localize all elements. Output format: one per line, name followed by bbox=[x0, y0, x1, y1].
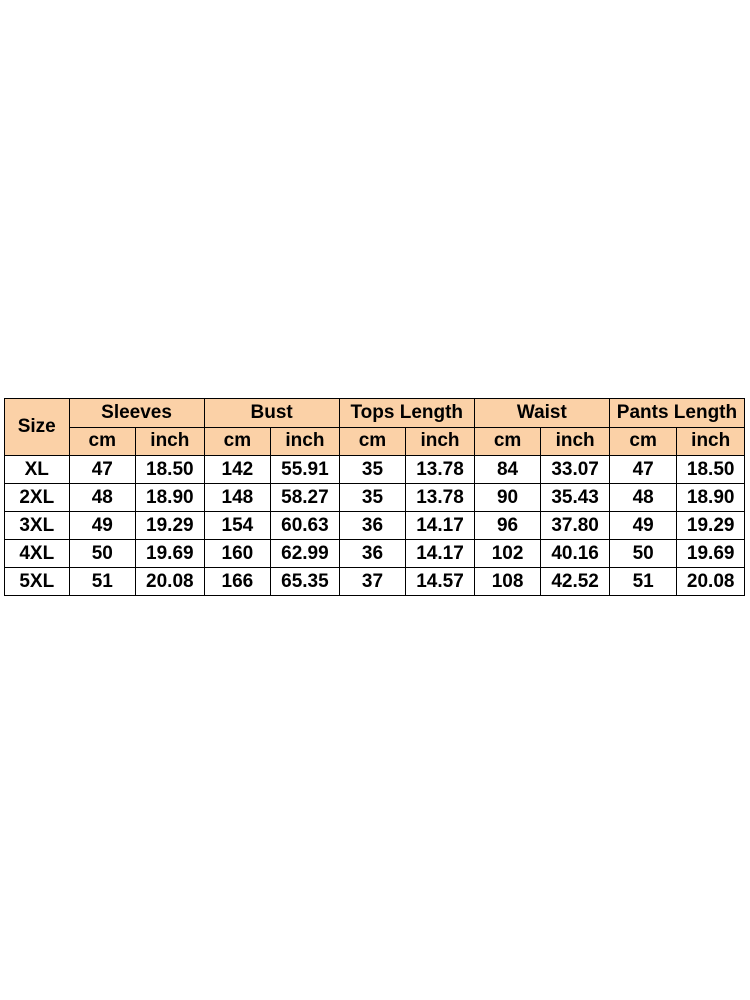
bust-cm-cell: 160 bbox=[204, 540, 271, 568]
pants-length-inch-cell: 19.29 bbox=[677, 512, 745, 540]
size-cell: 4XL bbox=[5, 540, 70, 568]
unit-cm-header: cm bbox=[204, 427, 271, 456]
waist-cm-cell: 96 bbox=[474, 512, 541, 540]
unit-header-row bbox=[5, 427, 745, 456]
table-row bbox=[5, 540, 745, 568]
bust-inch-cell: 60.63 bbox=[271, 512, 340, 540]
size-cell: 5XL bbox=[5, 568, 70, 596]
table-row bbox=[5, 568, 745, 596]
pants-length-inch-cell: 18.90 bbox=[677, 484, 745, 512]
tops-length-cm-cell: 35 bbox=[339, 484, 406, 512]
bust-cm-cell: 166 bbox=[204, 568, 271, 596]
waist-inch-cell: 40.16 bbox=[541, 540, 610, 568]
bust-header: Bust bbox=[204, 399, 339, 428]
pants-length-inch-cell: 19.69 bbox=[677, 540, 745, 568]
waist-inch-cell: 37.80 bbox=[541, 512, 610, 540]
unit-cm-header: cm bbox=[474, 427, 541, 456]
size-column-header: Size bbox=[5, 399, 70, 456]
tops-length-cm-cell: 36 bbox=[339, 540, 406, 568]
tops-length-cm-cell: 36 bbox=[339, 512, 406, 540]
unit-inch-header: inch bbox=[136, 427, 205, 456]
size-cell: 3XL bbox=[5, 512, 70, 540]
unit-cm-header: cm bbox=[69, 427, 136, 456]
pants-length-inch-cell: 20.08 bbox=[677, 568, 745, 596]
sleeves-inch-cell: 19.29 bbox=[136, 512, 205, 540]
tops-length-inch-cell: 14.17 bbox=[406, 512, 475, 540]
size-cell: XL bbox=[5, 456, 70, 484]
pants-length-header: Pants Length bbox=[609, 399, 744, 428]
pants-length-inch-cell: 18.50 bbox=[677, 456, 745, 484]
group-header-row bbox=[5, 399, 745, 428]
unit-cm-header: cm bbox=[339, 427, 406, 456]
waist-inch-cell: 33.07 bbox=[541, 456, 610, 484]
sleeves-header: Sleeves bbox=[69, 399, 204, 428]
sleeves-cm-cell: 50 bbox=[69, 540, 136, 568]
tops-length-inch-cell: 13.78 bbox=[406, 484, 475, 512]
pants-length-cm-cell: 51 bbox=[609, 568, 677, 596]
bust-inch-cell: 55.91 bbox=[271, 456, 340, 484]
waist-cm-cell: 84 bbox=[474, 456, 541, 484]
table-row bbox=[5, 512, 745, 540]
sleeves-inch-cell: 19.69 bbox=[136, 540, 205, 568]
sleeves-cm-cell: 49 bbox=[69, 512, 136, 540]
tops-length-inch-cell: 14.57 bbox=[406, 568, 475, 596]
unit-inch-header: inch bbox=[271, 427, 340, 456]
size-chart-table bbox=[4, 398, 745, 596]
waist-header: Waist bbox=[474, 399, 609, 428]
pants-length-cm-cell: 49 bbox=[609, 512, 677, 540]
tops-length-inch-cell: 14.17 bbox=[406, 540, 475, 568]
size-cell: 2XL bbox=[5, 484, 70, 512]
waist-cm-cell: 90 bbox=[474, 484, 541, 512]
sleeves-inch-cell: 18.50 bbox=[136, 456, 205, 484]
waist-inch-cell: 35.43 bbox=[541, 484, 610, 512]
tops-length-inch-cell: 13.78 bbox=[406, 456, 475, 484]
waist-inch-cell: 42.52 bbox=[541, 568, 610, 596]
sleeves-cm-cell: 48 bbox=[69, 484, 136, 512]
unit-inch-header: inch bbox=[541, 427, 610, 456]
tops-length-header: Tops Length bbox=[339, 399, 474, 428]
sleeves-inch-cell: 20.08 bbox=[136, 568, 205, 596]
bust-cm-cell: 148 bbox=[204, 484, 271, 512]
bust-cm-cell: 142 bbox=[204, 456, 271, 484]
bust-inch-cell: 62.99 bbox=[271, 540, 340, 568]
waist-cm-cell: 102 bbox=[474, 540, 541, 568]
pants-length-cm-cell: 48 bbox=[609, 484, 677, 512]
sleeves-inch-cell: 18.90 bbox=[136, 484, 205, 512]
tops-length-cm-cell: 37 bbox=[339, 568, 406, 596]
table-row bbox=[5, 456, 745, 484]
unit-inch-header: inch bbox=[406, 427, 475, 456]
sleeves-cm-cell: 51 bbox=[69, 568, 136, 596]
bust-cm-cell: 154 bbox=[204, 512, 271, 540]
pants-length-cm-cell: 47 bbox=[609, 456, 677, 484]
unit-cm-header: cm bbox=[609, 427, 677, 456]
unit-inch-header: inch bbox=[677, 427, 745, 456]
sleeves-cm-cell: 47 bbox=[69, 456, 136, 484]
bust-inch-cell: 65.35 bbox=[271, 568, 340, 596]
bust-inch-cell: 58.27 bbox=[271, 484, 340, 512]
table-row bbox=[5, 484, 745, 512]
tops-length-cm-cell: 35 bbox=[339, 456, 406, 484]
pants-length-cm-cell: 50 bbox=[609, 540, 677, 568]
waist-cm-cell: 108 bbox=[474, 568, 541, 596]
